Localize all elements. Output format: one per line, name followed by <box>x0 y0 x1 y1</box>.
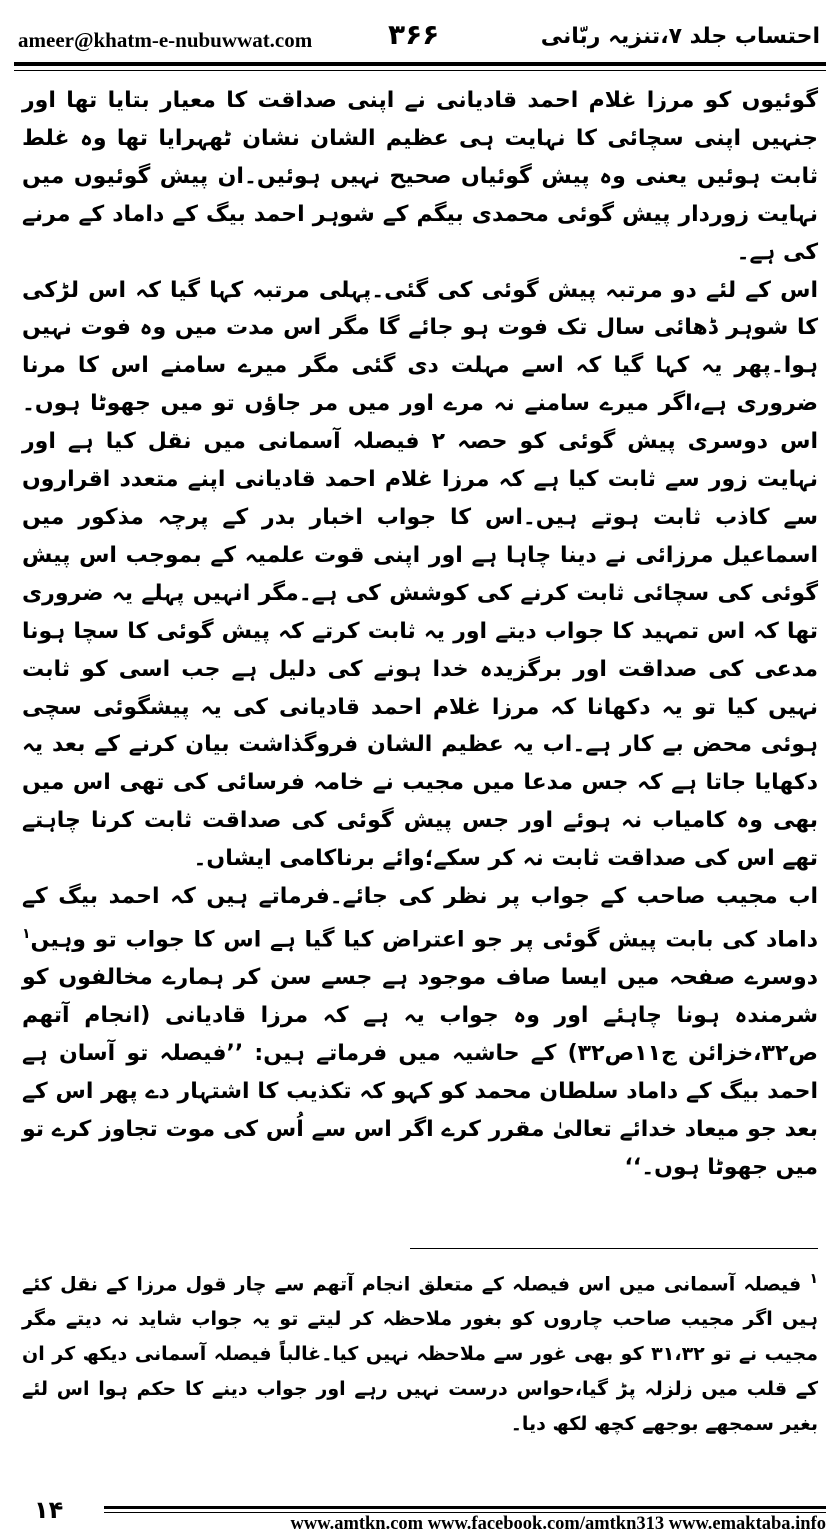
header-page-number: ۳۶۶ <box>388 18 440 51</box>
paragraph-1: گوئیوں کو مرزا غلام احمد قادیانی نے اپنی صداقت کا معیار بتایا تھا اور جنہیں اپنی سچائی کا نہایت ہی عظیم الشان نشان ٹھہرایا تھا وہ غلط ثابت ہوئیں یعنی وہ پیش گوئیاں صحیح نہیں ہوئیں۔ان پیش گوئیوں میں نہایت زوردار پیش گوئی محمدی بیگم کے شوہر احمد بیگ کے داماد کے مرنے کی ہے۔ <box>22 88 818 265</box>
footnote-marker: ۱ <box>809 1271 818 1287</box>
header-divider-thick <box>14 62 826 66</box>
footnote-reference: ۱ <box>22 925 31 942</box>
footer-page-marker: ۱۴ <box>34 1496 64 1524</box>
footer-divider-thin <box>104 1512 826 1513</box>
paragraph-3-part-a: اب مجیب صاحب کے جواب پر نظر کی جائے۔فرماتے ہیں کہ احمد بیگ کے داماد کی بابت پیش گوئی پر جو اعتراض کیا گیا ہے اس کا جواب تو وہیں <box>22 884 818 953</box>
page-footer <box>14 1496 826 1536</box>
main-text <box>22 82 818 1187</box>
footer-divider-thick <box>104 1506 826 1509</box>
footnote-divider <box>410 1248 818 1249</box>
paragraph-3 <box>22 878 818 1187</box>
header-divider-thin <box>14 70 826 71</box>
footnotes <box>22 1262 818 1442</box>
header-email: ameer@khatm-e-nubuwwat.com <box>18 28 313 52</box>
paragraph-2: اس کے لئے دو مرتبہ پیش گوئی کی گئی۔پہلی مرتبہ کہا گیا کہ اس لڑکی کا شوہر ڈھائی سال تک فوت ہو جائے گا مگر اس مدت میں وہ فوت نہیں ہوا۔پھر یہ کہا گیا کہ اسے مہلت دی گئی مگر میرے سامنے اس کا مرنا ضروری ہے،اگر میرے سامنے نہ مرے اور میں مر جاؤں تو میں جھوٹا ہوں۔اس دوسری پیش گوئی کو حصہ ۲ فیصلہ آسمانی میں نقل کیا ہے اور نہایت زور سے ثابت کیا ہے کہ مرزا غلام احمد قادیانی اپنے متعدد اقراروں سے کاذب ثابت ہوتے ہیں۔اس کا جواب اخبار بدر کے پرچہ مذکور میں اسماعیل مرزائی نے دینا چاہا ہے اور اپنی قوت علمیہ کے بموجب اس پیش گوئی کی سچائی ثابت کرنے کی کوشش کی ہے۔مگر انہیں پہلے یہ ضروری تھا کہ اس تمہید کا جواب دیتے اور یہ ثابت کرتے کہ پیش گوئی کا سچا ہونا مدعی کی صداقت اور برگزیدہ خدا ہونے کی دلیل ہے جب اسی کو ثابت نہیں کیا تو یہ دکھانا کہ مرزا غلام احمد قادیانی کی یہ پیشگوئی سچی ہوئی محض بے کار ہے۔اب یہ عظیم الشان فروگذاشت بیان کرنے کے بعد یہ دکھایا جاتا ہے کہ جس مدعا میں مجیب نے خامہ فرسائی کی تھی اس میں بھی وہ کامیاب نہ ہوئے اور جس پیش گوئی کی صداقت ثابت کرنا چاہتے تھے اس کی صداقت ثابت نہ کر سکے؛وائے برناکامی ایشاں۔ <box>22 277 818 872</box>
header-book-title: احتساب جلد ۷،تنزیہ ربّانی <box>540 24 820 49</box>
footer-links[interactable]: www.amtkn.com www.facebook.com/amtkn313 www.emaktaba.info <box>290 1514 826 1534</box>
footnote-text: فیصلہ آسمانی میں اس فیصلہ کے متعلق انجام آتھم سے چار قول مرزا کے نقل کئے ہیں اگر مجیب صاحب چاروں کو بغور ملاحظہ کر لیتے تو یہ جواب شاید نہ دیتے مگر مجیب نے تو ۳۱،۳۲ کو بھی غور سے ملاحظہ نہیں کیا۔غالباً فیصلہ آسمانی دیکھ کر ان کے قلب میں زلزلہ پڑ گیا،حواس درست نہیں رہے اور جواب دینے کا حکم ہوا اس لئے بغیر سمجھے بوجھے کچھ لکھ دیا۔ <box>22 1273 818 1436</box>
footnote-1 <box>22 1262 818 1442</box>
page-header <box>14 18 826 58</box>
paragraph-3-part-b: دوسرے صفحہ میں ایسا صاف موجود ہے جسے سن کر ہمارے مخالفوں کو شرمندہ ہونا چاہئے اور وہ جواب یہ ہے کہ مرزا قادیانی (انجام آتھم ص۳۲،خزائن ج۱۱ص۳۲) کے حاشیہ میں فرماتے ہیں: ’’فیصلہ تو آسان ہے احمد بیگ کے داماد سلطان محمد کو کہو کہ تکذیب کا اشتہار دے پھر اس کے بعد جو میعاد خدائے تعالیٰ مقرر کرے اگر اس سے اُس کی موت تجاوز کرے تو میں جھوٹا ہوں۔‘‘ <box>22 965 819 1180</box>
